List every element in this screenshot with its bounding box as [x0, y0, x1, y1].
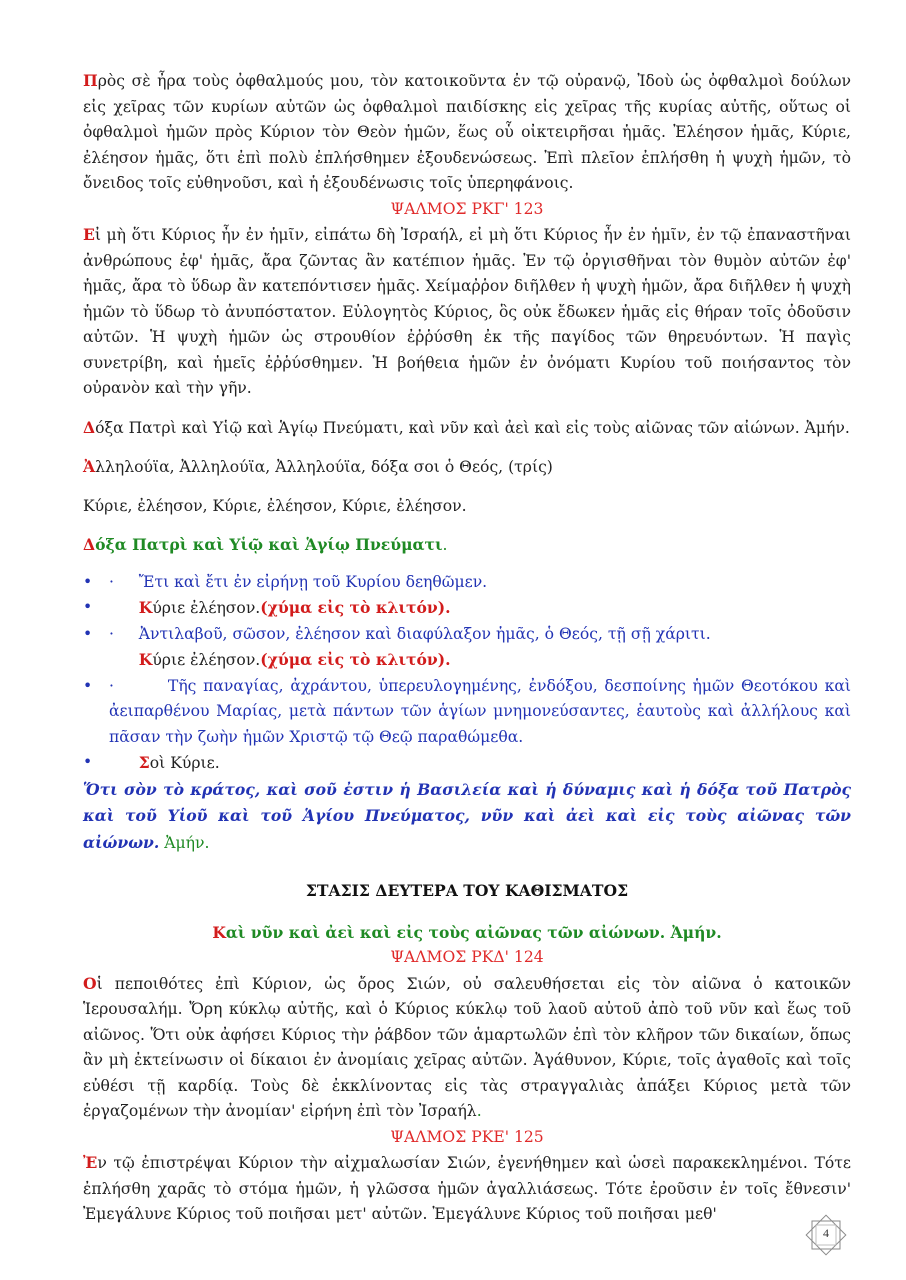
response-text: ύριε ἐλέησον. [152, 651, 261, 669]
list-item [83, 750, 851, 777]
drop-initial: Κ [138, 650, 153, 669]
psalm-123-title: ΨΑΛΜΟΣ ΡΚΓ' 123 [390, 199, 544, 218]
petition-text: Τῆς παναγίας, ἀχράντου, ὑπερευλογημένης, ἐνδόξου, δεσποίνης ἡμῶν Θεοτόκου καὶ ἀειπαρθένου Μαρίας, μετὰ πάντων τῶν ἁγίων μνημονεύσαντες, ἑαυτοὺς καὶ ἀλλήλους καὶ πᾶσαν τὴν ζωὴν ἡμῶν Χριστῷ τῷ Θεῷ παραθώμεθα. [109, 676, 851, 746]
list-item-continuation [83, 647, 851, 674]
response-text: ύριε ἐλέησον. [152, 599, 261, 617]
psalm-123-text [83, 222, 851, 402]
kai-nyn-line [83, 920, 851, 946]
drop-initial: Ο [83, 973, 97, 993]
list-item [83, 595, 851, 622]
paragraph-text: ν τῷ ἐπιστρέψαι Κύριον τὴν αἰχμαλωσίαν Σιών, ἐγενήθημεν καὶ ὡσεὶ παρακεκλημένοι. Τότε ἐπλήσθη χαρᾶς τὸ στόμα ἡμῶν, ἡ γλῶσσα ἡμῶν ἀγαλλιάσεως. Τότε ἐροῦσιν ἐν τοῖς ἔθνεσιν' Ἐμεγάλυνε Κύριος τοῦ ποιῆσαι μετ' αὐτῶν. Ἐμεγάλυνε Κύριος τοῦ ποιῆσαι μεθ' [83, 1154, 851, 1223]
drop-initial: Π [83, 71, 98, 90]
list-item [83, 622, 851, 648]
amen-text: Ἀμήν. [164, 833, 210, 852]
page-content [83, 68, 851, 1228]
drop-initial: Δ [83, 535, 96, 554]
drop-initial: Σ [138, 753, 150, 772]
ekphonesis-text: Ὅτι σὸν τὸ κράτος, καὶ σοῦ ἐστιν ἡ Βασιλεία καὶ ἡ δύναμις καὶ ἡ δόξα τοῦ Πατρὸς καὶ τοῦ Υἱοῦ καὶ τοῦ Ἁγίου Πνεύματος, νῦν καὶ ἀεὶ καὶ εἰς τοὺς αἰῶνας τῶν αἰώνων. [83, 779, 851, 852]
drop-initial: Δ [83, 417, 96, 437]
stasis-heading: ΣΤΑΣΙΣ ΔΕΥΤΕΡΑ ΤΟΥ ΚΑΘΙΣΜΑΤΟΣ [305, 881, 629, 900]
paragraph-text: λληλούϊα, Ἀλληλούϊα, Ἀλληλούϊα, δόξα σοι ὁ Θεός, (τρίς) [95, 458, 553, 476]
page-number: 4 [823, 1226, 829, 1240]
list-item [83, 674, 851, 751]
page-number-badge [803, 1212, 849, 1258]
doxa-green-line [83, 532, 851, 559]
bullet-icon: • [83, 572, 93, 591]
drop-initial: Κ [138, 598, 153, 617]
psalm-124-title: ΨΑΛΜΟΣ ΡΚΔ' 124 [390, 948, 544, 966]
bullet-icon: • [83, 676, 93, 695]
kyrie-eleison-line: Κύριε, ἐλέησον, Κύριε, ἐλέησον, Κύριε, ἐλέησον. [83, 496, 467, 515]
middle-dot: · [109, 572, 114, 591]
doxology [83, 415, 851, 442]
drop-initial: Ἀ [83, 457, 96, 476]
paragraph-text: ἰ μὴ ὅτι Κύριος ἦν ἐν ἡμῖν, εἰπάτω δὴ Ἰσραήλ, εἰ μὴ ὅτι Κύριος ἦν ἐν ἡμῖν, ἐν τῷ ἐπαναστῆναι ἀνθρώπους ἐφ' ἡμᾶς, ἄρα ζῶντας ἂν κατέπιον ἡμᾶς. Ἐν τῷ ὀργισθῆναι τὸν θυμὸν αὐτῶν ἐφ' ἡμᾶς, ἄρα τὸ ὕδωρ ἂν κατεπόντισεν ἡμᾶς. Χείμαῤῥον διῆλθεν ἡ ψυχὴ ἡμῶν, ἄρα διῆλθεν ἡ ψυχὴ ἡμῶν τὸ ὕδωρ τὸ ἀνυπόστατον. Εὐλογητὸς Κύριος, ὃς οὐκ ἔδωκεν ἡμᾶς εἰς θήραν τοῖς ὀδοῦσιν αὐτῶν. Ἡ ψυχὴ ἡμῶν ὡς στρουθίον ἐῤῥύσθη ἐκ τῆς παγίδος τῶν θηρευόντων. Ἡ παγὶς συνετρίβη, καὶ ἡμεῖς ἐῤῥύσθημεν. Ἡ βοήθεια ἡμῶν ἐν ὀνόματι Κυρίου τοῦ ποιήσαντος τὸν οὐρανὸν καὶ τὴν γῆν. [83, 226, 851, 397]
petition-text: Ἀντιλαβοῦ, σῶσον, ἐλέησον καὶ διαφύλαξον ἡμᾶς, ὁ Θεός, τῇ σῇ χάριτι. [138, 624, 711, 643]
drop-initial: Ε [83, 225, 95, 244]
middle-dot: · [109, 676, 114, 695]
ekphonesis [83, 777, 851, 857]
psalm-122-text [83, 68, 851, 197]
litany-list [83, 570, 851, 777]
paragraph-text: όξα Πατρὶ καὶ Υἱῷ καὶ Ἁγίῳ Πνεύματι [95, 535, 443, 554]
petition-text: Ἔτι καὶ ἔτι ἐν εἰρήνῃ τοῦ Κυρίου δεηθῶμεν. [138, 572, 488, 591]
middle-dot: · [109, 624, 114, 643]
rubric-text: (χύμα εἰς τὸ κλιτόν). [260, 650, 451, 669]
response-text: οὶ Κύριε. [149, 754, 220, 772]
period: . [476, 1102, 482, 1120]
rubric-text: (χύμα εἰς τὸ κλιτόν). [260, 598, 451, 617]
bullet-icon: • [83, 598, 93, 616]
psalm-125-title: ΨΑΛΜΟΣ ΡΚΕ' 125 [390, 1127, 544, 1146]
list-item [83, 570, 851, 596]
paragraph-text: όξα Πατρὶ καὶ Υἱῷ καὶ Ἁγίῳ Πνεύματι, καὶ νῦν καὶ ἀεὶ καὶ εἰς τοὺς αἰῶνας τῶν αἰώνων. Ἀμήν. [95, 418, 850, 437]
paragraph-text: ρὸς σὲ ἦρα τοὺς ὀφθαλμούς μου, τὸν κατοικοῦντα ἐν τῷ οὐρανῷ, Ἰδοὺ ὡς ὀφθαλμοὶ δούλων εἰς χεῖρας τῶν κυρίων αὐτῶν ὡς ὀφθαλμοὶ παιδίσκης εἰς χεῖρας τῆς κυρίας αὐτῆς, οὕτως οἱ ὀφθαλμοὶ ἡμῶν πρὸς Κύριον τὸν Θεὸν ἡμῶν, ἕως οὗ οἰκτειρῆσαι ἡμᾶς. Ἐλέησον ἡμᾶς, Κύριε, ἐλέησον ἡμᾶς, ὅτι ἐπὶ πολὺ ἐπλήσθημεν ἐξουδενώσεως. Ἐπὶ πλεῖον ἐπλήσθη ἡ ψυχὴ ἡμῶν, τὸ ὄνειδος τοῖς εὐθηνοῦσι, καὶ ἡ ἐξουδένωσις τοῖς ὑπερηφάνοις. [83, 72, 851, 192]
drop-initial: Κ [212, 922, 226, 942]
drop-initial: Ἐ [83, 1153, 98, 1172]
bullet-icon: • [83, 624, 93, 643]
paragraph-text: αὶ νῦν καὶ ἀεὶ καὶ εἰς τοὺς αἰῶνας τῶν αἰώνων. Ἀμήν. [225, 922, 722, 942]
psalm-125-text [83, 1150, 851, 1228]
period: . [442, 536, 448, 554]
bullet-icon: • [83, 753, 93, 771]
alleluia-line [83, 454, 851, 481]
psalm-124-text [83, 971, 851, 1125]
paragraph-text: ἱ πεποιθότες ἐπὶ Κύριον, ὡς ὄρος Σιών, οὐ σαλευθήσεται εἰς τὸν αἰῶνα ὁ κατοικῶν Ἱερουσαλήμ. Ὄρη κύκλῳ αὐτῆς, καὶ ὁ Κύριος κύκλῳ τοῦ λαοῦ αὐτοῦ ἀπὸ τοῦ νῦν καὶ ἕως τοῦ αἰῶνος. Ὅτι οὐκ ἀφήσει Κύριος τὴν ῥάβδον τῶν ἁμαρτωλῶν ἐπὶ τὸν κλῆρον τῶν δικαίων, ὅπως ἂν μὴ ἐκτείνωσιν οἱ δίκαιοι ἐν ἀνομίαις χεῖρας αὐτῶν. Ἀγάθυνον, Κύριε, τοῖς ἀγαθοῖς καὶ τοῖς εὐθέσι τῇ καρδίᾳ. Τοὺς δὲ ἐκκλίνοντας εἰς τὰς στραγγαλιὰς ἀπάξει Κύριος μετὰ τῶν ἐργαζομένων τὴν ἀνομίαν' εἰρήνη ἐπὶ τὸν Ἰσραήλ [83, 974, 851, 1120]
